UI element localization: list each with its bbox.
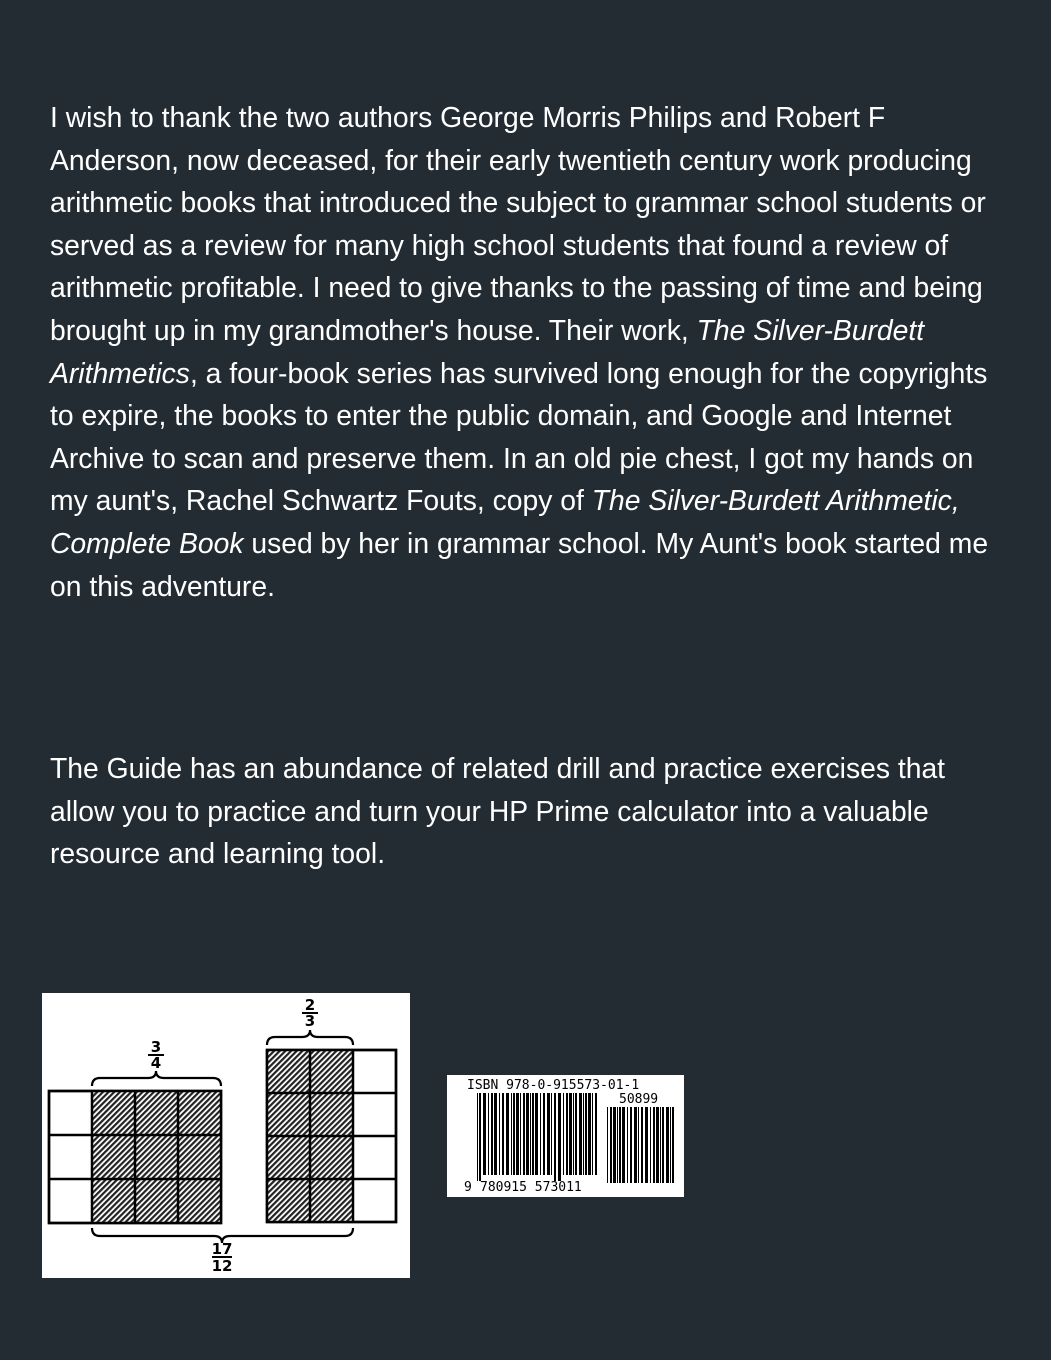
book-series-title: The Silver-Burdett Arithmetics <box>50 313 925 389</box>
fraction-addition-figure <box>42 993 410 1278</box>
right-top-brace <box>267 1030 353 1045</box>
three-fourths-grid <box>49 1091 221 1223</box>
guide-description-paragraph: The Guide has an abundance of related drill and practice exercises that allow you to practice and turn your HP Prime calculator into a valuable resource and learning tool. <box>50 752 946 870</box>
acknowledgement-text-3: used by her in grammar school. My Aunt's book started me on this adventure. <box>50 526 989 602</box>
barcode-prefix-digit: 9 <box>464 1180 472 1195</box>
two-thirds-label <box>302 996 318 1030</box>
acknowledgement-text-2: , a four-book series has survived long enough for the copyrights to expire, the books to enter the public domain, and Google and Internet Archive to scan and preserve them. In an old pie chest, I got my hands on my aunt's, Rachel Schwartz Fouts, copy of <box>50 356 988 517</box>
seventeen-twelfths-label <box>212 1240 233 1275</box>
price-code: 50899 <box>619 1092 659 1107</box>
two-thirds-denominator: 3 <box>304 1012 316 1030</box>
three-fourths-label <box>148 1038 164 1072</box>
main-barcode-bars <box>477 1093 597 1181</box>
sum-numerator: 17 <box>211 1240 233 1258</box>
left-top-brace <box>92 1071 221 1086</box>
isbn-barcode <box>447 1075 684 1197</box>
acknowledgement-paragraph <box>50 96 990 607</box>
complete-book-title: The Silver-Burdett Arithmetic, Complete Book <box>50 484 960 559</box>
addon-barcode-bars <box>607 1107 674 1183</box>
two-thirds-numerator: 2 <box>304 996 316 1014</box>
acknowledgement-text-1: I wish to thank the two authors George Morris Philips and Robert F Anderson, now deceased, for their early twentieth century work producing arithmetic books that introduced the subject to grammar school students or served as a review for many high school students that found a review of arithmetic profitable. I need to give thanks to the passing of time and being brought up in my grandmother's house. Their work, <box>50 101 986 346</box>
sum-denominator: 12 <box>211 1257 233 1275</box>
three-fourths-denominator: 4 <box>150 1054 162 1072</box>
three-fourths-numerator: 3 <box>150 1038 162 1056</box>
isbn-label: ISBN 978-0-915573-01-1 <box>467 1078 640 1093</box>
two-thirds-grid <box>267 1050 396 1222</box>
barcode-digits: 780915 573011 <box>480 1180 582 1195</box>
